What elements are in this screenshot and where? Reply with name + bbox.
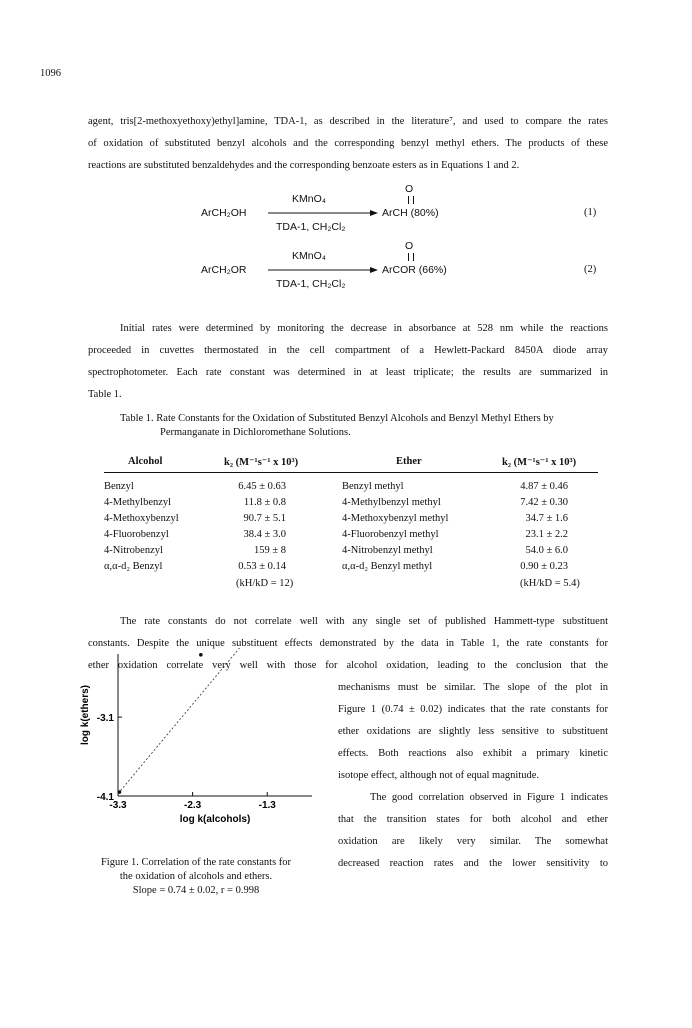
cell-k-ether: 34.7 ± 1.6: [525, 513, 568, 524]
eq1-double-bond: [408, 196, 414, 204]
y-tick-label: -4.1: [96, 792, 114, 803]
cell-alcohol: 4-Methoxybenzyl: [104, 513, 179, 524]
x-axis-label: log k(alcohols): [179, 814, 251, 825]
text-line: The rate constants do not correlate well with any single set of published Hammett-type substituent: [120, 616, 608, 627]
figure-caption-line: the oxidation of alcohols and ethers.: [119, 871, 273, 882]
eq1-reactant: ArCH₂OH: [201, 207, 247, 219]
text-line: of oxidation of substituted benzyl alcohols and the corresponding benzyl methyl ethers. The products of these: [88, 138, 608, 149]
text-line: Table 1.: [88, 389, 122, 400]
eq1-reagent-top: KMnO₄: [292, 193, 327, 205]
cell-k-alcohol: 11.8 ± 0.8: [243, 497, 286, 508]
cell-k-alcohol: 6.45 ± 0.63: [238, 481, 286, 492]
cell-alcohol: 4-Nitrobenzyl: [104, 545, 163, 556]
isotope-ratio-ether: (kH/kD = 5.4): [520, 578, 580, 589]
x-tick-label: -3.3: [109, 800, 127, 811]
text-line: ether oxidations are slightly less sensitive to substituent: [338, 726, 608, 737]
eq2-double-bond: [408, 253, 414, 261]
intro-paragraph: [88, 111, 608, 177]
cell-ether: Benzyl methyl: [342, 481, 404, 492]
eq1-carbonyl-o: O: [405, 183, 414, 195]
eq1-product: ArCH (80%): [382, 207, 439, 219]
text-line: Initial rates were determined by monitoring the decrease in absorbance at 528 nm while the reactions: [120, 323, 608, 334]
eq2-reagent-bottom: TDA-1, CH₂Cl₂: [276, 278, 346, 290]
text-line: agent, tris[2-methoxyethoxy)ethyl]amine, TDA-1, as described in the literature⁷, and used to compare the rates: [88, 116, 608, 127]
col-header-k-alcohol: k₂ (M⁻¹s⁻¹ x 10³): [224, 457, 299, 468]
x-tick-label: -2.3: [183, 800, 202, 811]
text-line: that the transition states for both alcohol and ether: [338, 814, 608, 825]
cell-k-alcohol: 0.53 ± 0.14: [238, 561, 286, 572]
eq2-product: ArCOR (66%): [382, 264, 447, 276]
cell-k-alcohol: 90.7 ± 5.1: [243, 513, 286, 524]
text-line: The good correlation observed in Figure 1 indicates: [370, 792, 608, 803]
cell-ether: 4-Methylbenzyl methyl: [342, 497, 441, 508]
fit-line: [118, 648, 308, 794]
data-point: [199, 653, 203, 657]
isotope-ratio-alcohol: (kH/kD = 12): [236, 578, 294, 589]
eq1-arrow: [268, 208, 378, 218]
figure-caption: [62, 856, 330, 898]
eq2-number: (2): [584, 264, 597, 275]
x-tick-label: -1.3: [258, 800, 276, 811]
figure-caption-line: Figure 1. Correlation of the rate constants for: [100, 857, 292, 868]
method-paragraph: [88, 318, 608, 406]
cell-k-ether: 23.1 ± 2.2: [525, 529, 568, 540]
table-caption-line: Permanganate in Dichloromethane Solutions.: [160, 427, 351, 438]
figure-caption-line: Slope = 0.74 ± 0.02, r = 0.998: [132, 885, 260, 896]
text-line: Figure 1 (0.74 ± 0.02) indicates that the rate constants for: [338, 704, 608, 715]
table-caption: [120, 412, 600, 440]
cell-k-ether: 7.42 ± 0.30: [520, 497, 568, 508]
text-line: spectrophotometer. Each rate constant was determined in at least triplicate; the results are summarized in: [88, 367, 608, 378]
text-line: constants. Despite the unique substituent effects demonstrated by the data in Table 1, the rate constants for: [88, 638, 608, 649]
text-line: reactions are substituted benzaldehydes and the corresponding benzoate esters as in Equations 1 and 2.: [88, 160, 520, 171]
right-column-text: [338, 677, 608, 875]
cell-ether: 4-Methoxybenzyl methyl: [342, 513, 449, 524]
cell-ether: 4-Nitrobenzyl methyl: [342, 545, 433, 556]
text-line: decreased reaction rates and the lower sensitivity to: [338, 858, 608, 869]
cell-k-ether: 0.90 ± 0.23: [520, 561, 568, 572]
col-header-ether: Ether: [396, 456, 422, 467]
cell-alcohol: Benzyl: [104, 481, 134, 492]
eq2-carbonyl-o: O: [405, 240, 414, 252]
cell-k-alcohol: 159 ± 8: [253, 545, 286, 556]
cell-alcohol: α,α-d₂ Benzyl: [104, 561, 163, 572]
y-axis-label: log k(ethers): [80, 684, 91, 746]
eq2-reactant: ArCH₂OR: [201, 264, 247, 276]
cell-k-ether: 4.87 ± 0.46: [520, 481, 568, 492]
text-line: mechanisms must be similar. The slope of the plot in: [338, 682, 608, 693]
eq2-arrow: [268, 265, 378, 275]
cell-ether: α,α-d₂ Benzyl methyl: [342, 561, 433, 572]
cell-k-alcohol: 38.4 ± 3.0: [243, 529, 286, 540]
text-line: oxidation are likely very similar. The somewhat: [338, 836, 608, 847]
eq2-reagent-top: KMnO₄: [292, 250, 327, 262]
text-line: effects. Both reactions also exhibit a primary kinetic: [338, 748, 608, 759]
col-header-alcohol: Alcohol: [128, 456, 163, 467]
cell-ether: 4-Fluorobenzyl methyl: [342, 529, 439, 540]
col-header-k-ether: k₂ (M⁻¹s⁻¹ x 10³): [502, 457, 577, 468]
eq1-number: (1): [584, 207, 597, 218]
y-tick-label: -3.1: [96, 713, 114, 725]
data-point: [118, 790, 122, 794]
figure-1-chart: [76, 648, 326, 828]
cell-k-ether: 54.0 ± 6.0: [525, 545, 568, 556]
eq1-reagent-bottom: TDA-1, CH₂Cl₂: [276, 221, 346, 233]
cell-alcohol: 4-Methylbenzyl: [104, 497, 172, 508]
text-line: ether oxidation correlate very well with those for alcohol oxidation, leading to the conclusion that the: [88, 660, 608, 671]
page-number: 1096: [40, 68, 61, 79]
table-rule-top: [104, 472, 598, 473]
table-caption-line: Table 1. Rate Constants for the Oxidation of Substituted Benzyl Alcohols and Benzyl Methyl Ethers by: [120, 413, 554, 424]
text-line: isotope effect, although not of equal magnitude.: [338, 770, 540, 781]
text-line: proceeded in cuvettes thermostated in the cell compartment of a Hewlett-Packard 8450A diode array: [88, 345, 608, 356]
cell-alcohol: 4-Fluorobenzyl: [104, 529, 169, 540]
